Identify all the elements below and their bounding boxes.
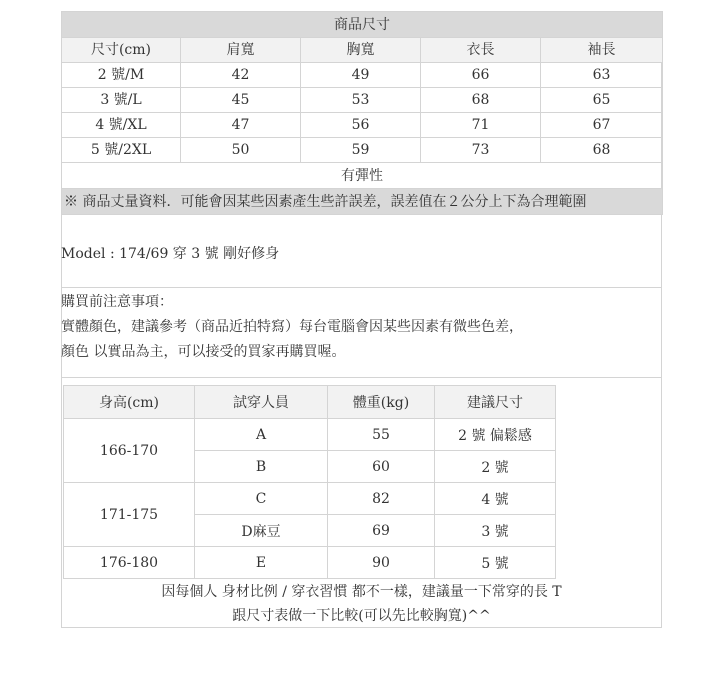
size-table-title: 商品尺寸 (62, 12, 663, 38)
notice-line-1: 實體顏色，建議參考（商品近拍特寫）每台電腦會因某些因素有微些色差， (61, 319, 523, 335)
table-row (62, 113, 663, 138)
cell-tester: D麻豆 (195, 515, 328, 547)
cell-height: 176-180 (64, 547, 195, 579)
cell-tester: B (195, 451, 328, 483)
model-info: Model : 174/69 穿 3 號 剛好修身 (61, 246, 280, 262)
header-tester: 試穿人員 (195, 386, 328, 419)
cell-size: 4 號/XL (62, 113, 181, 138)
cell-length: 73 (421, 138, 541, 163)
table-row (64, 483, 556, 515)
cell-length: 66 (421, 63, 541, 88)
table-row (62, 88, 663, 113)
size-table-header-row (62, 38, 663, 63)
cell-height: 171-175 (64, 483, 195, 547)
notice-section (61, 288, 662, 378)
measurement-note: ※ 商品丈量資料．可能會因某些因素產生些許誤差，誤差值在２公分上下為合理範圍 (62, 189, 663, 215)
header-suggested-size: 建議尺寸 (435, 386, 556, 419)
table-row (64, 419, 556, 451)
header-shoulder: 肩寬 (181, 38, 301, 63)
cell-chest: 49 (301, 63, 421, 88)
cell-length: 71 (421, 113, 541, 138)
size-table (61, 11, 663, 215)
cell-tester: A (195, 419, 328, 451)
cell-suggested-size: 5 號 (435, 547, 556, 579)
header-length: 衣長 (421, 38, 541, 63)
cell-suggested-size: 2 號 偏鬆感 (435, 419, 556, 451)
cell-shoulder: 45 (181, 88, 301, 113)
cell-weight: 90 (328, 547, 435, 579)
cell-tester: E (195, 547, 328, 579)
cell-height: 166-170 (64, 419, 195, 483)
footer-line-1: 因每個人 身材比例 / 穿衣習慣 都不一樣，建議量一下常穿的長 T (161, 584, 562, 600)
cell-weight: 60 (328, 451, 435, 483)
header-size: 尺寸(cm) (62, 38, 181, 63)
size-table-title-row (62, 12, 663, 38)
table-row (62, 63, 663, 88)
notice-heading: 購買前注意事項： (61, 294, 173, 310)
cell-tester: C (195, 483, 328, 515)
header-sleeve: 袖長 (541, 38, 663, 63)
model-section (61, 237, 662, 288)
cell-shoulder: 47 (181, 113, 301, 138)
stretch-label: 有彈性 (62, 163, 663, 189)
cell-sleeve: 67 (541, 113, 663, 138)
cell-shoulder: 50 (181, 138, 301, 163)
footer-line-2: 跟尺寸表做一下比較(可以先比較胸寬)^^ (232, 608, 491, 624)
cell-sleeve: 65 (541, 88, 663, 113)
cell-suggested-size: 3 號 (435, 515, 556, 547)
notice-line-2: 顏色 以實品為主，可以接受的買家再購買喔。 (61, 344, 346, 360)
cell-weight: 82 (328, 483, 435, 515)
header-height: 身高(cm) (64, 386, 195, 419)
table-row (64, 547, 556, 579)
cell-shoulder: 42 (181, 63, 301, 88)
cell-size: 5 號/2XL (62, 138, 181, 163)
cell-sleeve: 68 (541, 138, 663, 163)
cell-suggested-size: 4 號 (435, 483, 556, 515)
header-weight: 體重(kg) (328, 386, 435, 419)
table-row (62, 138, 663, 163)
cell-sleeve: 63 (541, 63, 663, 88)
cell-size: 2 號/M (62, 63, 181, 88)
fit-table (63, 385, 556, 579)
cell-weight: 69 (328, 515, 435, 547)
cell-chest: 59 (301, 138, 421, 163)
cell-size: 3 號/L (62, 88, 181, 113)
fit-table-header-row (64, 386, 556, 419)
cell-suggested-size: 2 號 (435, 451, 556, 483)
cell-weight: 55 (328, 419, 435, 451)
cell-chest: 53 (301, 88, 421, 113)
stretch-row (62, 163, 663, 189)
header-chest: 胸寬 (301, 38, 421, 63)
cell-length: 68 (421, 88, 541, 113)
note-row (62, 189, 663, 215)
cell-chest: 56 (301, 113, 421, 138)
